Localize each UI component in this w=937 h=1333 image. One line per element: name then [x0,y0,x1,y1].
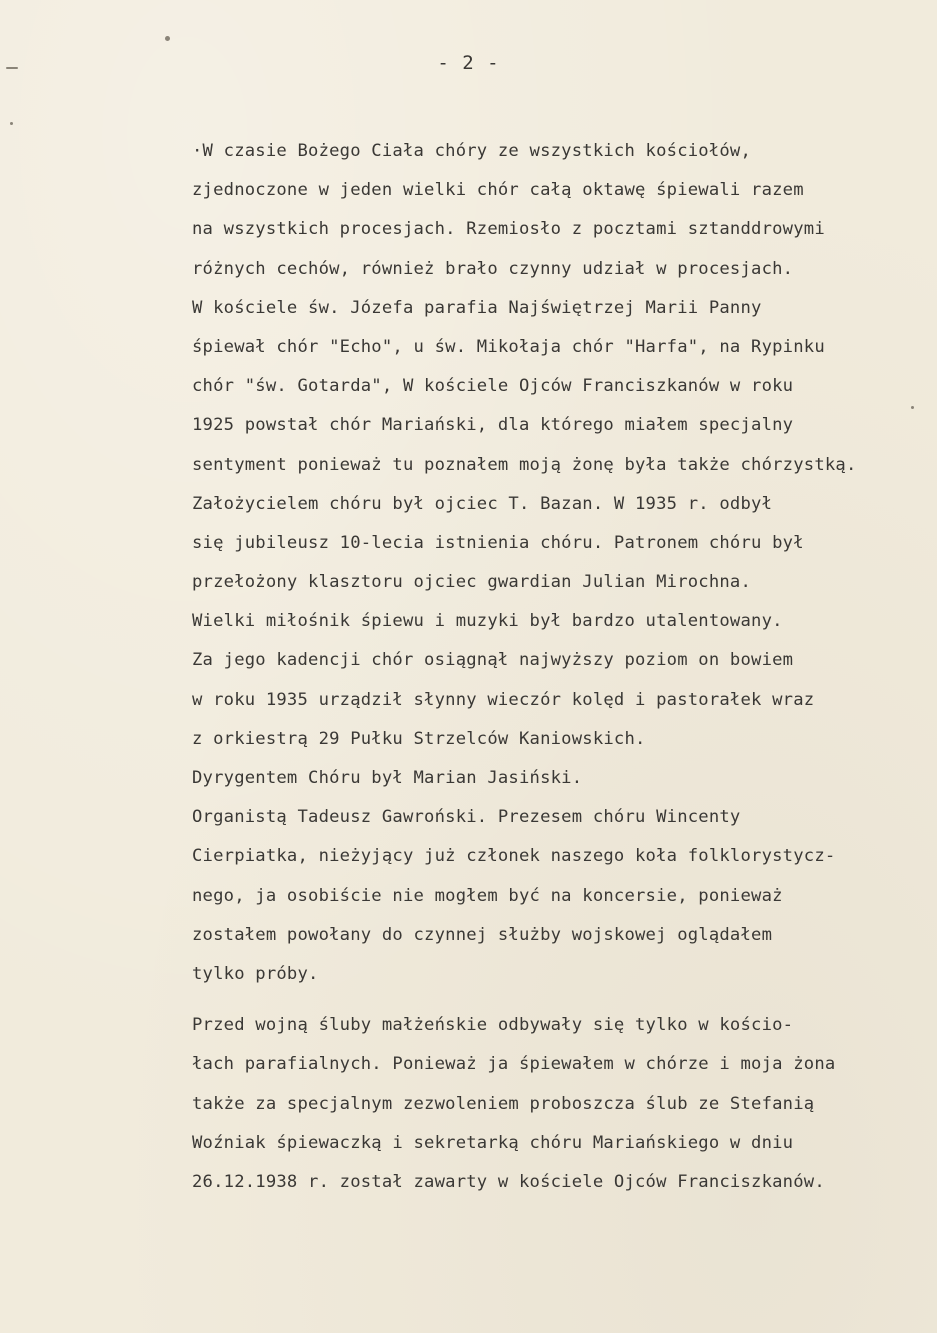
text-line: łach parafialnych. Ponieważ ja śpiewałem w chórze i moja żona [192,1054,836,1075]
text-line: ·W czasie Bożego Ciała chóry ze wszystkich kościołów, [192,141,752,161]
text-line: Za jego kadencji chór osiągnął najwyższy poziom on bowiem [192,650,794,671]
text-line: Cierpiatka, nieżyjący już członek naszego koła folklorystycz- [192,846,836,867]
text-line: Wielki miłośnik śpiewu i muzyki był bardzo utalentowany. [192,611,783,632]
text-line: przełożony klasztoru ojciec gwardian Julian Mirochna. [192,572,752,593]
text-line: także za specjalnym zezwoleniem proboszcza ślub ze Stefanią [192,1093,815,1114]
text-line: chór "św. Gotarda", W kościele Ojców Franciszkanów w roku [192,376,794,397]
text-line: Dyrygentem Chóru był Marian Jasiński. [192,768,583,788]
text-line: W kościele św. Józefa parafia Najświętrzej Marii Panny [192,297,762,318]
text-line: tylko próby. [192,963,319,984]
text-line: różnych cechów, również brało czynny udział w procesjach. [192,258,794,279]
text-line: Organistą Tadeusz Gawroński. Prezesem chóru Wincenty [192,807,741,828]
text-line: na wszystkich procesjach. Rzemiosło z pocztami sztanddrowymi [192,219,825,240]
text-line: Przed wojną śluby małżeńskie odbywały się tylko w kościo- [192,1015,794,1036]
paper-speck-mark [10,122,13,125]
text-line: Założycielem chóru był ojciec T. Bazan. W 1935 r. odbył [192,493,773,514]
text-line: 26.12.1938 r. został zawarty w kościele Ojców Franciszkanów. [192,1171,825,1192]
document-body [192,132,924,1202]
text-line: zjednoczone w jeden wielki chór całą oktawę śpiewali razem [192,180,804,201]
paper-speck-mark [165,36,170,41]
text-line: 1925 powstał chór Mariański, dla którego miałem specjalny [192,415,794,436]
text-line: w roku 1935 urządził słynny wieczór kolęd i pastorałek wraz [192,689,815,710]
text-line: się jubileusz 10-lecia istnienia chóru. Patronem chóru był [192,532,804,553]
text-line: z orkiestrą 29 Pułku Strzelców Kaniowskich. [192,728,646,749]
text-line: zostałem powołany do czynnej służby wojskowej oglądałem [192,924,773,945]
page-number: - 2 - [437,52,500,74]
text-line: sentyment ponieważ tu poznałem moją żonę była także chórzystką. [192,454,857,475]
text-line: nego, ja osobiście nie mogłem być na koncersie, ponieważ [192,885,783,906]
paragraph-gap [192,994,924,1006]
text-line: śpiewał chór "Echo", u św. Mikołaja chór "Harfa", na Rypinku [192,336,825,357]
text-line: Woźniak śpiewaczką i sekretarką chóru Mariańskiego w dniu [192,1132,794,1153]
